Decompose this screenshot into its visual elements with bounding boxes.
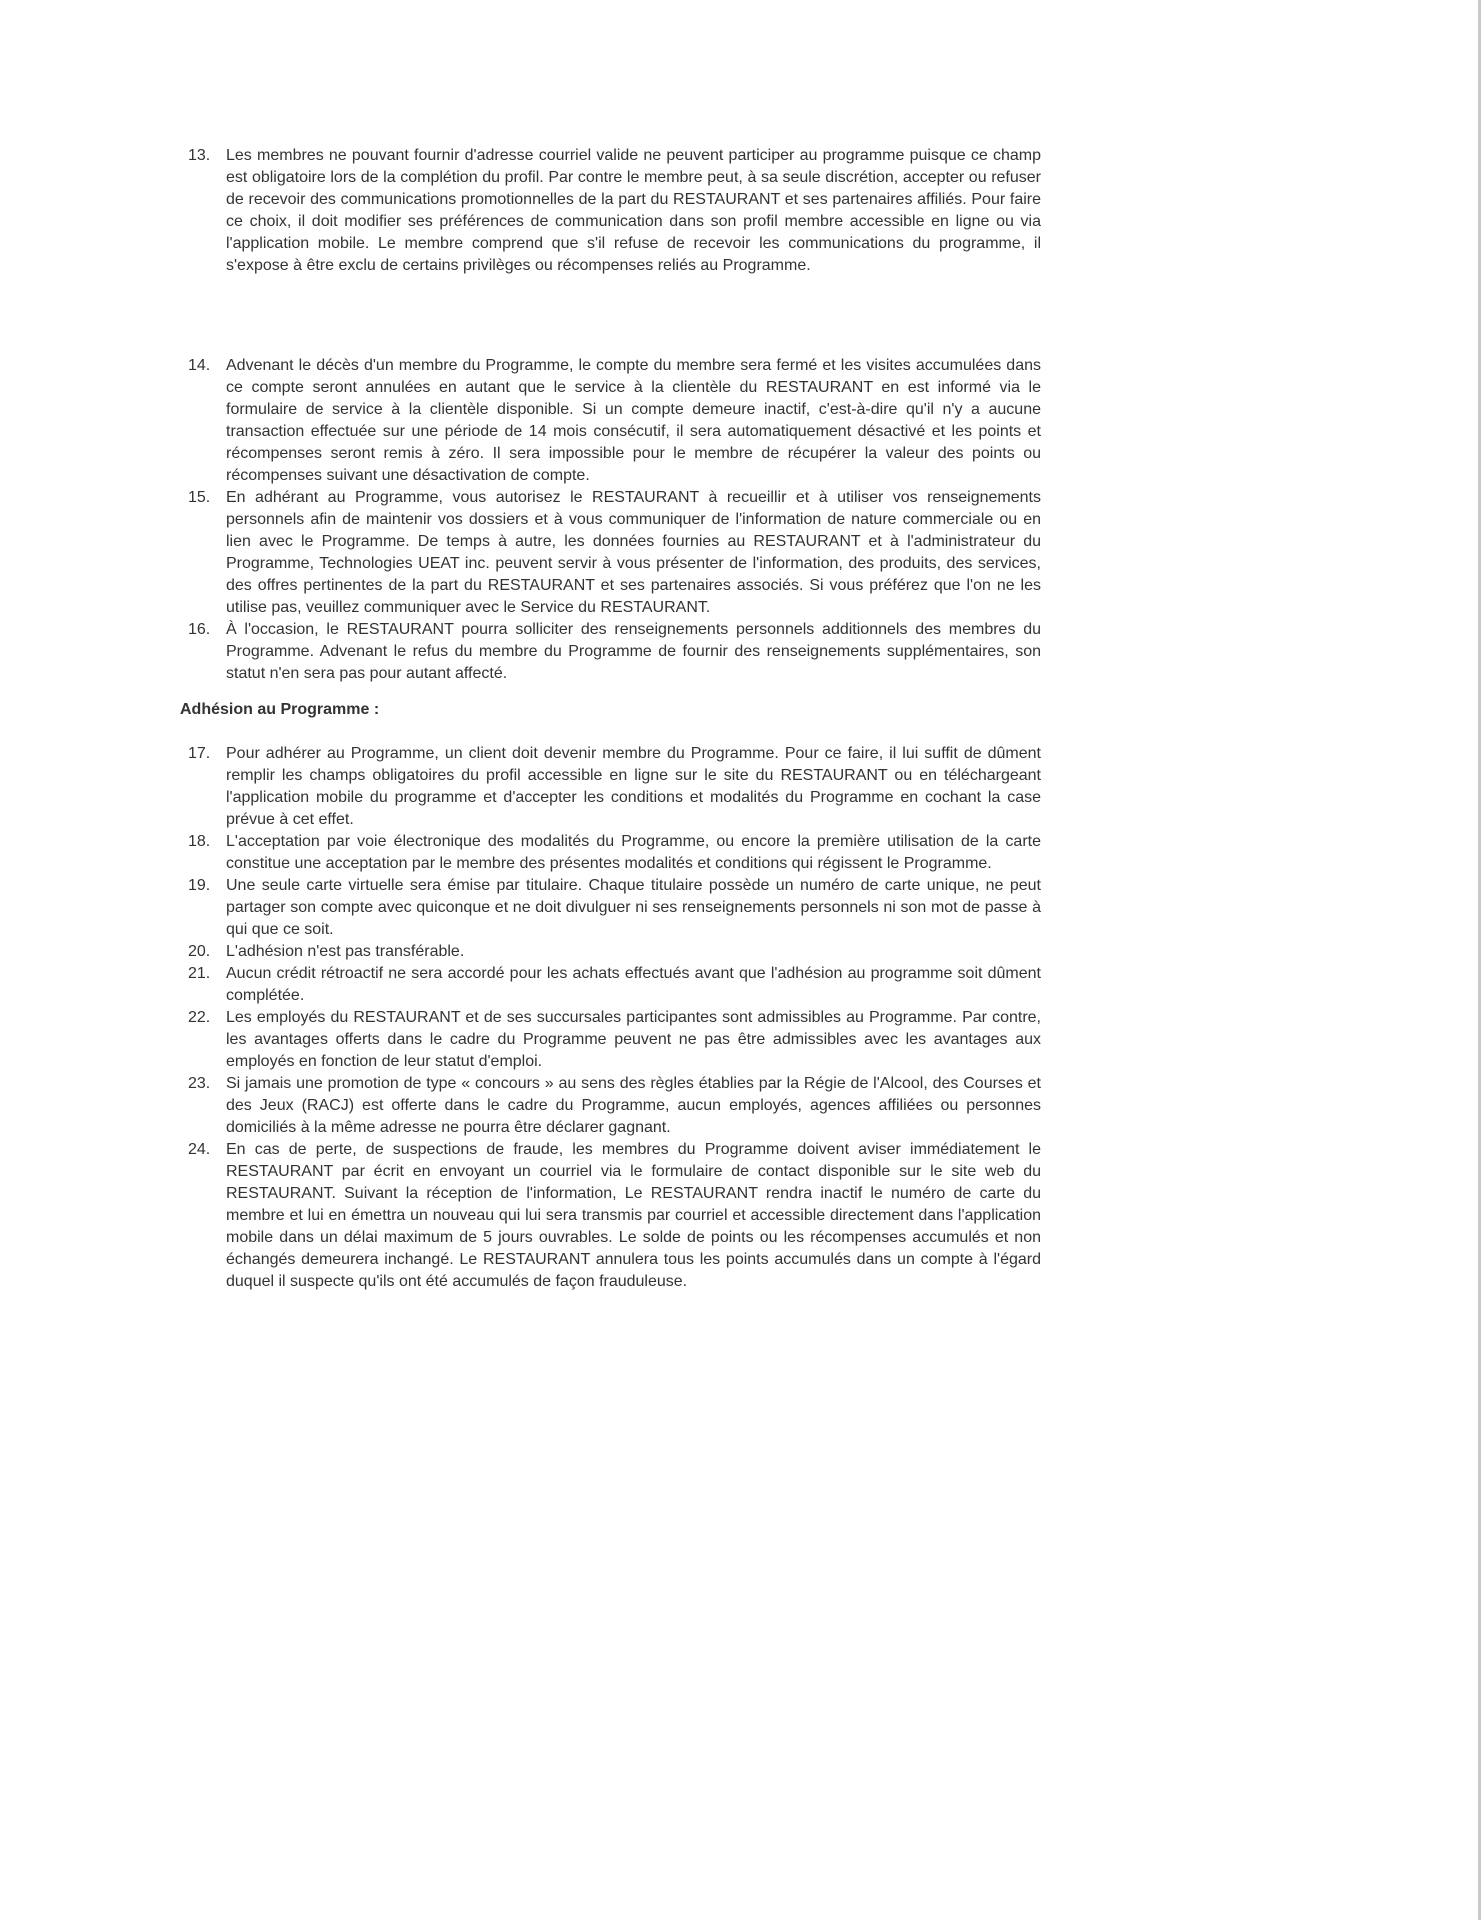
item-number: 23. — [188, 1075, 211, 1092]
item-text: En adhérant au Programme, vous autorisez le RESTAURANT à recueillir et à utiliser vos renseignements personnels afin de maintenir vos dossiers et à vous communiquer de l'information de nature commerciale ou en lien avec le Programme. De temps à autre, les données fournies au RESTAURANT et à l'administrateur du Programme, Technologies UEAT inc. peuvent servir à vous présenter de l'information, des produits, des services, des offres pertinentes de la part du RESTAURANT et ses partenaires associés. Si vous préférez que l'on ne les utilise pas, veuillez communiquer avec le Service du RESTAURANT. — [226, 489, 1041, 616]
item-text: Si jamais une promotion de type « concours » au sens des règles établies par la Régie de l'Alcool, des Courses et des Jeux (RACJ) est offerte dans le cadre du Programme, aucun employés, agences affiliées ou personnes domiciliés à la même adresse ne pourra être déclarer gagnant. — [226, 1075, 1041, 1136]
item-text: L'adhésion n'est pas transférable. — [226, 943, 465, 960]
item-number: 22. — [188, 1009, 211, 1026]
list-item-15 — [180, 487, 1041, 619]
list-item-14 — [180, 355, 1041, 487]
item-text: Les membres ne pouvant fournir d'adresse courriel valide ne peuvent participer au programme puisque ce champ est obligatoire lors de la complétion du profil. Par contre le membre peut, à sa seule discrétion, accepter ou refuser de recevoir des communications promotionnelles de la part du RESTAURANT et ses partenaires affiliés. Pour faire ce choix, il doit modifier ses préférences de communication dans son profil membre accessible en ligne ou via l'application mobile. Le membre comprend que s'il refuse de recevoir les communications du programme, il s'expose à être exclu de certains privilèges ou récompenses reliés au Programme. — [226, 147, 1041, 274]
item-text: L'acceptation par voie électronique des modalités du Programme, ou encore la première utilisation de la carte constitue une acceptation par le membre des présentes modalités et conditions qui régissent le Programme. — [226, 833, 1041, 872]
list-item-20 — [180, 941, 1041, 963]
terms-list-upper — [180, 145, 1041, 685]
item-number: 21. — [188, 965, 211, 982]
item-number: 17. — [188, 745, 211, 762]
list-item-13 — [180, 145, 1041, 277]
item-text: En cas de perte, de suspections de fraude, les membres du Programme doivent aviser immédiatement le RESTAURANT par écrit en envoyant un courriel via le formulaire de contact disponible sur le site web du RESTAURANT. Suivant la réception de l'information, Le RESTAURANT rendra inactif le numéro de carte du membre et lui en émettra un nouveau qui lui sera transmis par courriel et accessible directement dans l'application mobile dans un délai maximum de 5 jours ouvrables. Le solde de points ou les récompenses accumulés et non échangés demeurera inchangé. Le RESTAURANT annulera tous les points accumulés dans un compte à l'égard duquel il suspecte qu'ils ont été accumulés de façon frauduleuse. — [226, 1141, 1041, 1290]
item-number: 15. — [188, 489, 211, 506]
list-item-22 — [180, 1007, 1041, 1073]
list-item-19 — [180, 875, 1041, 941]
item-number: 20. — [188, 943, 211, 960]
item-text: Les employés du RESTAURANT et de ses succursales participantes sont admissibles au Programme. Par contre, les avantages offerts dans le cadre du Programme peuvent ne pas être admissibles avec les avantages aux employés en fonction de leur statut d'emploi. — [226, 1009, 1041, 1070]
item-text: Advenant le décès d'un membre du Programme, le compte du membre sera fermé et les visites accumulées dans ce compte seront annulées en autant que le service à la clientèle du RESTAURANT en est informé via le formulaire de service à la clientèle disponible. Si un compte demeure inactif, c'est-à-dire qu'il n'y a aucune transaction effectuée sur une période de 14 mois consécutif, il sera automatiquement désactivé et les points et récompenses seront remis à zéro. Il sera impossible pour le membre de récupérer la valeur des points ou récompenses suivant une désactivation de compte. — [226, 357, 1041, 484]
section-heading-adhesion: Adhésion au Programme : — [180, 701, 380, 718]
item-text: Pour adhérer au Programme, un client doit devenir membre du Programme. Pour ce faire, il lui suffit de dûment remplir les champs obligatoires du profil accessible en ligne sur le site du RESTAURANT ou en téléchargeant l'application mobile du programme et d'accepter les conditions et modalités du Programme en cochant la case prévue à cet effet. — [226, 745, 1041, 828]
list-item-21 — [180, 963, 1041, 1007]
item-number: 13. — [188, 147, 211, 164]
item-text: Une seule carte virtuelle sera émise par titulaire. Chaque titulaire possède un numéro de carte unique, ne peut partager son compte avec quiconque et ne doit divulguer ni ses renseignements personnels ni son mot de passe à qui que ce soit. — [226, 877, 1041, 938]
item-number: 14. — [188, 357, 211, 374]
item-number: 18. — [188, 833, 211, 850]
item-number: 16. — [188, 621, 211, 638]
list-item-16 — [180, 619, 1041, 685]
list-item-24 — [180, 1139, 1041, 1293]
item-text: Aucun crédit rétroactif ne sera accordé pour les achats effectués avant que l'adhésion au programme soit dûment complétée. — [226, 965, 1041, 1004]
list-item-18 — [180, 831, 1041, 875]
item-text: À l'occasion, le RESTAURANT pourra solliciter des renseignements personnels additionnels des membres du Programme. Advenant le refus du membre du Programme de fournir des renseignements supplémentaires, son statut n'en sera pas pour autant affecté. — [226, 621, 1041, 682]
list-item-17 — [180, 743, 1041, 831]
scrollbar[interactable] — [1478, 0, 1481, 1920]
list-item-23 — [180, 1073, 1041, 1139]
item-number: 24. — [188, 1141, 211, 1158]
item-number: 19. — [188, 877, 211, 894]
terms-list-lower — [180, 743, 1041, 1293]
